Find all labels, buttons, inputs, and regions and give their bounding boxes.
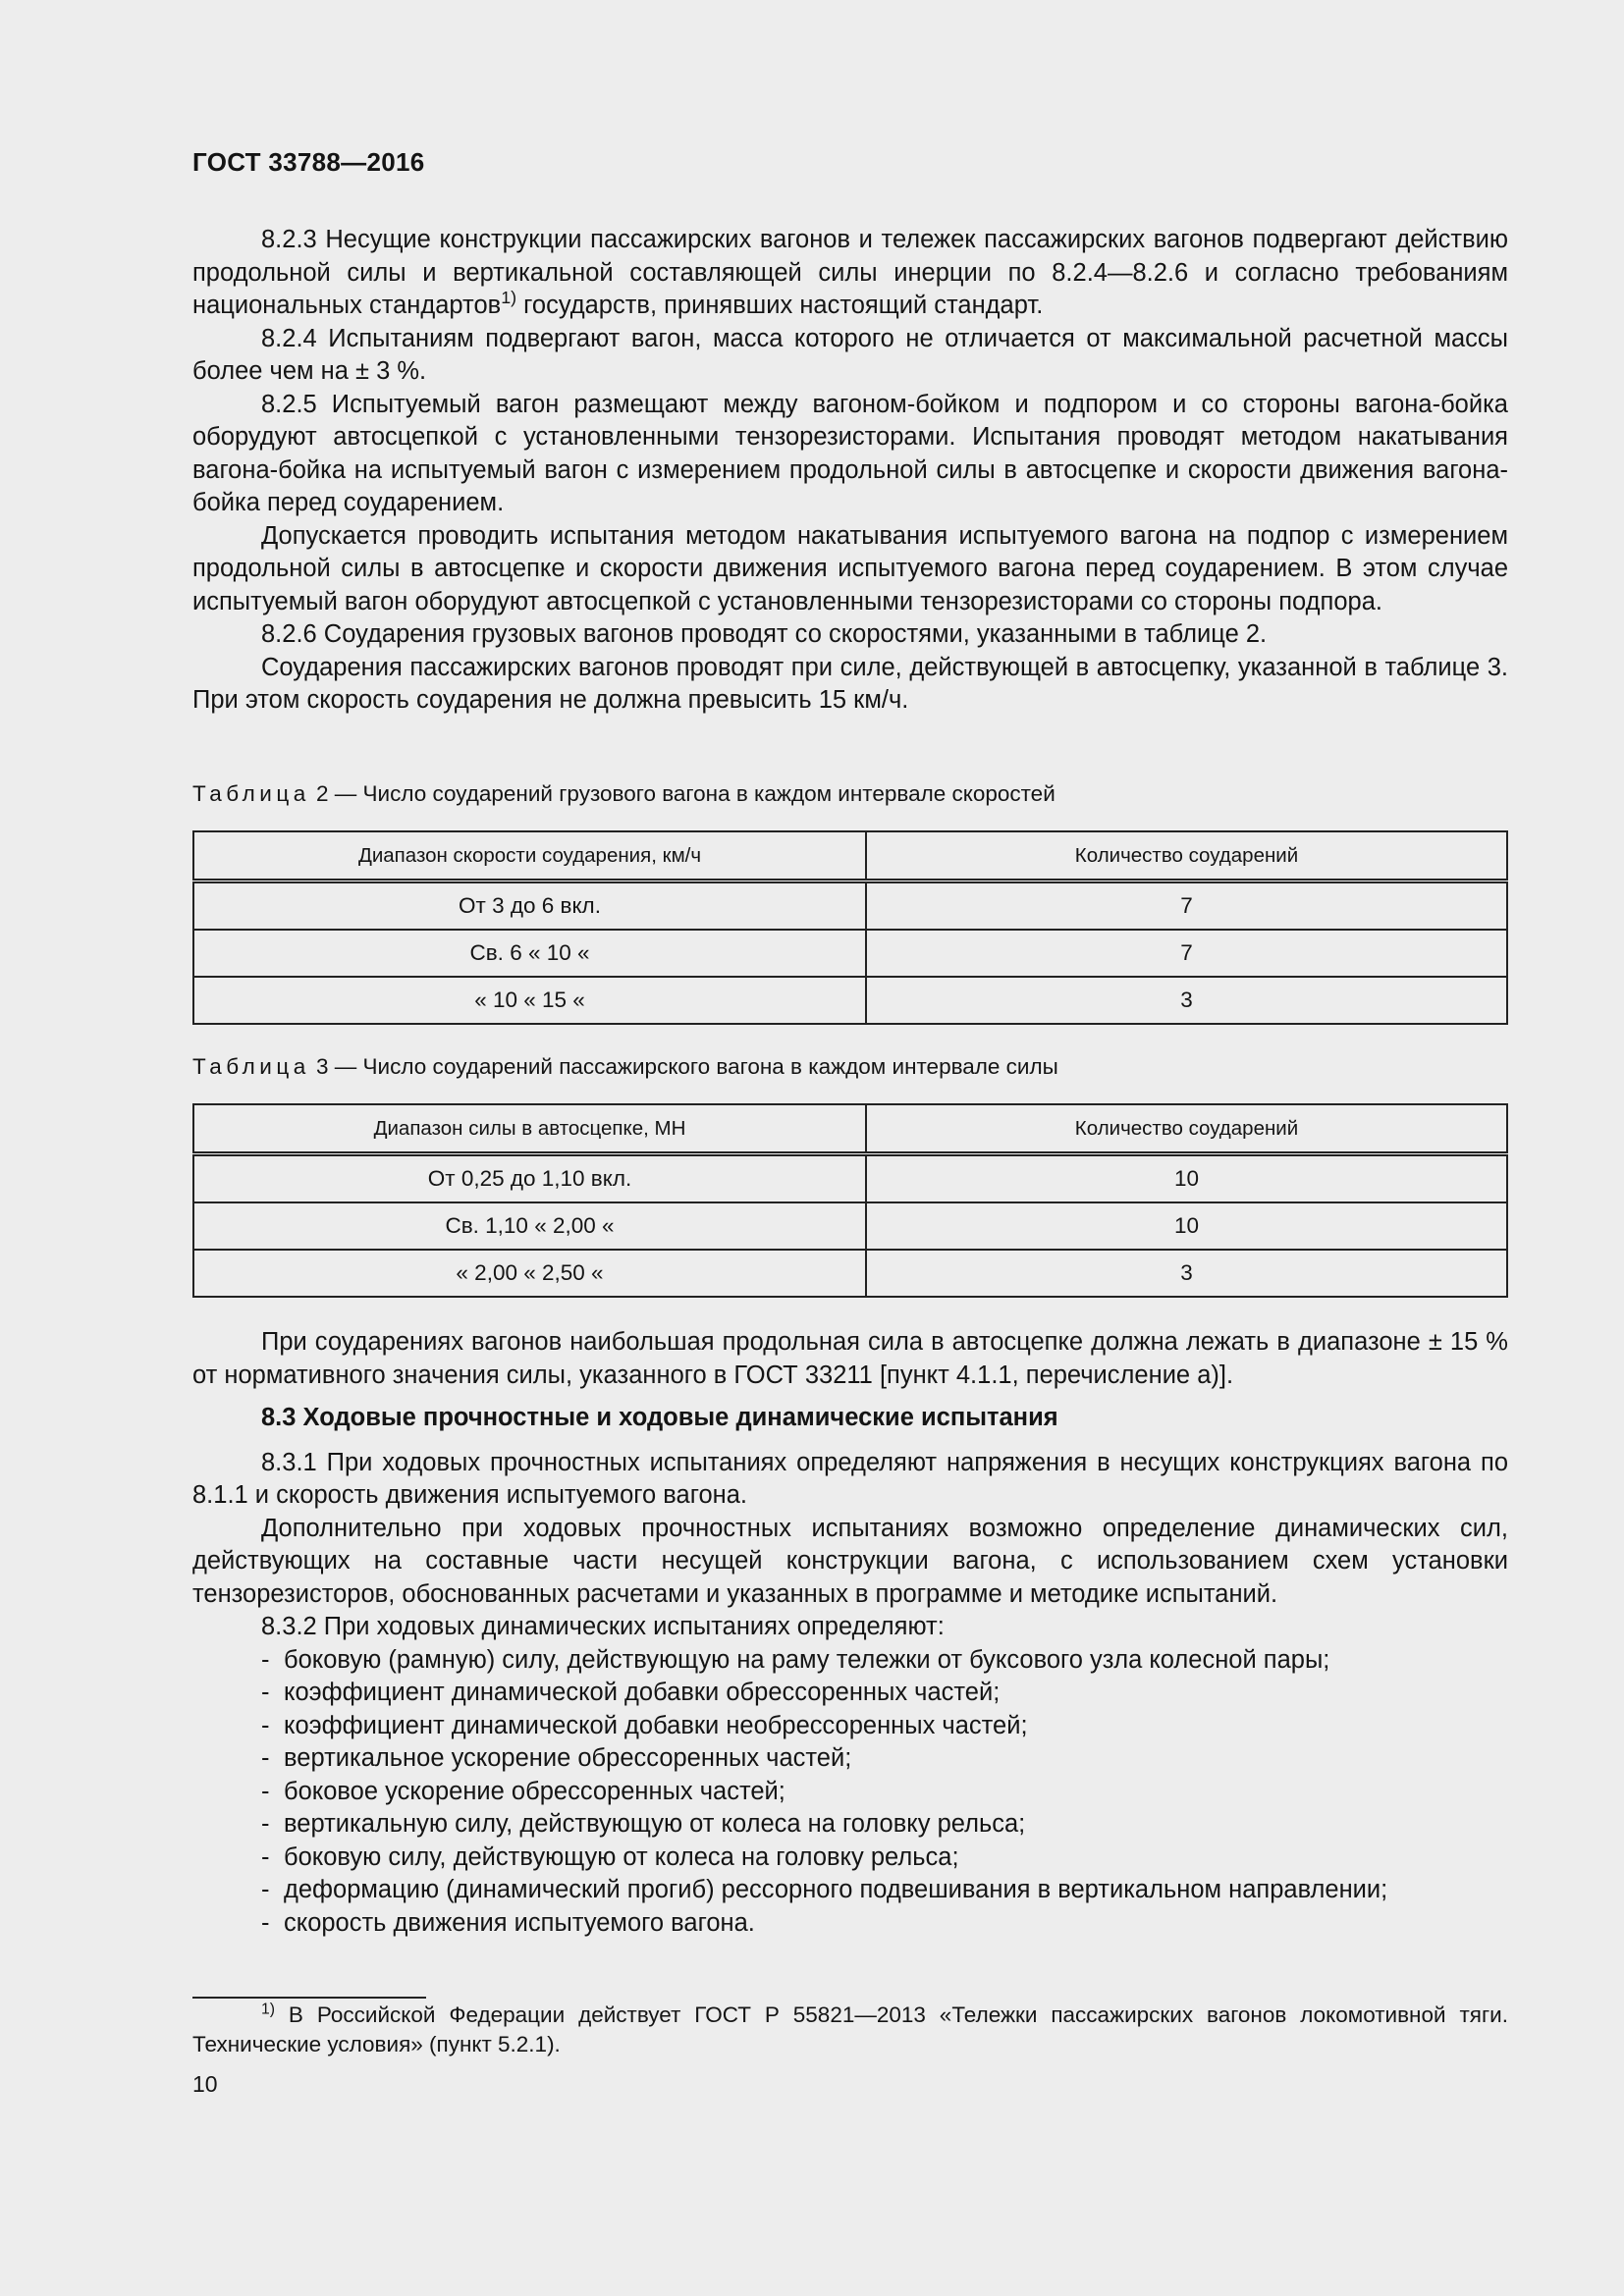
table-2 xyxy=(192,830,1508,1025)
table-header-cell: Диапазон силы в автосцепке, МН xyxy=(193,1104,866,1154)
paragraph-force-range: При соударениях вагонов наибольшая продольная сила в автосцепке должна лежать в диапазоне ± 15 % от нормативного значения силы, указанного в ГОСТ 33211 [пункт 4.1.1, перечисление а)]. xyxy=(192,1328,1508,1389)
list-item: - боковую (рамную) силу, действующую на раму тележки от буксового узла колесной пары; xyxy=(261,1645,1330,1674)
table-cell: 3 xyxy=(866,1250,1507,1297)
table-row xyxy=(193,1202,1507,1250)
table-cell: Св. 6 « 10 « xyxy=(193,930,866,977)
section-8-3-title: 8.3 Ходовые прочностные и ходовые динамические испытания xyxy=(261,1404,1058,1431)
footnote-marker: 1) xyxy=(261,2001,276,2018)
table-header-cell: Количество соударений xyxy=(866,1104,1507,1154)
paragraph-8-2-6: 8.2.6 Соударения грузовых вагонов проводят со скоростями, указанными в таблице 2. xyxy=(261,620,1268,648)
list-item: - вертикальное ускорение обрессоренных частей; xyxy=(261,1744,852,1772)
table3-caption: Таблица 3 — Число соударений пассажирского вагона в каждом интервале силы xyxy=(192,1054,1058,1079)
footnote-divider xyxy=(192,1997,426,1999)
paragraph-8-3-1: 8.3.1 При ходовых прочностных испытаниях определяют напряжения в несущих конструкциях вагона по 8.1.1 и скорость движения испытуемого вагона. xyxy=(192,1448,1508,1509)
table-header-cell: Диапазон скорости соударения, км/ч xyxy=(193,831,866,881)
table-cell: « 10 « 15 « xyxy=(193,977,866,1024)
footnote-ref: 1) xyxy=(501,288,517,308)
table-header-row xyxy=(193,831,1507,881)
list-item: - коэффициент динамической добавки необрессоренных частей; xyxy=(261,1711,1028,1739)
table-row xyxy=(193,1154,1507,1203)
table-cell: 10 xyxy=(866,1154,1507,1203)
document-header: ГОСТ 33788—2016 xyxy=(192,147,425,177)
table-cell: 7 xyxy=(866,881,1507,931)
paragraph-8-3-2: 8.3.2 При ходовых динамических испытаниях определяют: xyxy=(261,1613,945,1640)
list-item: - вертикальную силу, действующую от колеса на головку рельса; xyxy=(261,1810,1026,1838)
table-row xyxy=(193,881,1507,931)
table-cell: « 2,00 « 2,50 « xyxy=(193,1250,866,1297)
table2-caption: Таблица 2 — Число соударений грузового вагона в каждом интервале скоростей xyxy=(192,781,1056,806)
top-paragraphs xyxy=(192,224,1508,718)
table-row xyxy=(193,977,1507,1024)
list-item: - коэффициент динамической добавки обрессоренных частей; xyxy=(261,1679,1001,1706)
paragraph-additional: Дополнительно при ходовых прочностных испытаниях возможно определение динамических сил, действующих на составные части несущей конструкции вагона, с использованием схем установки тензорезисторов, обоснованных расчетами и указанных в программе и методике испытаний. xyxy=(192,1514,1508,1608)
paragraph-8-2-5: 8.2.5 Испытуемый вагон размещают между вагоном-бойком и подпором и со стороны вагона-бойка оборудуют автосцепкой с установленными тензорезисторами. Испытания проводят методом накатывания вагона-бойка на испытуемый вагон с измерением продольной силы в автосцепке и скорости движения вагона-бойка перед соударением. xyxy=(192,390,1508,516)
lower-body xyxy=(192,1326,1508,1940)
table-cell: Св. 1,10 « 2,00 « xyxy=(193,1202,866,1250)
table-cell: От 3 до 6 вкл. xyxy=(193,881,866,931)
table-cell: 10 xyxy=(866,1202,1507,1250)
footnote xyxy=(192,2001,1508,2059)
list-item: - боковую силу, действующую от колеса на головку рельса; xyxy=(261,1842,959,1871)
page-number: 10 xyxy=(192,2071,218,2097)
paragraph-passenger-collisions: Соударения пассажирских вагонов проводят при силе, действующей в автосцепку, указанной в таблице 3. При этом скорость соударения не должна превысить 15 км/ч. xyxy=(192,653,1508,714)
table-header-cell: Количество соударений xyxy=(866,831,1507,881)
table-cell: 7 xyxy=(866,930,1507,977)
table-cell: От 0,25 до 1,10 вкл. xyxy=(193,1154,866,1203)
list-item: - скорость движения испытуемого вагона. xyxy=(261,1908,755,1937)
table-row xyxy=(193,1250,1507,1297)
paragraph-8-2-4: 8.2.4 Испытаниям подвергают вагон, масса которого не отличается от максимальной расчетной массы более чем на ± 3 %. xyxy=(192,324,1508,385)
table-3 xyxy=(192,1103,1508,1298)
list-item: - деформацию (динамический прогиб) рессорного подвешивания в вертикальном направлении; xyxy=(261,1876,1388,1903)
measurement-list xyxy=(192,1644,1508,1941)
list-item: - боковое ускорение обрессоренных частей; xyxy=(261,1777,785,1805)
paragraph-8-2-3: 8.2.3 Несущие конструкции пассажирских вагонов и тележек пассажирских вагонов подвергают действию продольной силы и вертикальной составляющей силы инерции по 8.2.4—8.2.6 и согласно требованиям национальных стандартов$^{1)}$ государств, принявших настоящий стандарт. xyxy=(192,226,1508,319)
table-row xyxy=(193,930,1507,977)
footnote-text: В Российской Федерации действует ГОСТ Р 55821—2013 «Тележки пассажирских вагонов локомотивной тяги. Технические условия» (пункт 5.2.1). xyxy=(192,2002,1508,2056)
table-cell: 3 xyxy=(866,977,1507,1024)
table-header-row xyxy=(193,1104,1507,1154)
paragraph-allowed-method: Допускается проводить испытания методом накатывания испытуемого вагона на подпор с измерением продольной силы в автосцепке и скорости движения испытуемого вагона перед соударением. В этом случае испытуемый вагон оборудуют автосцепкой с установленными тензорезисторами со стороны подпора. xyxy=(192,521,1508,615)
